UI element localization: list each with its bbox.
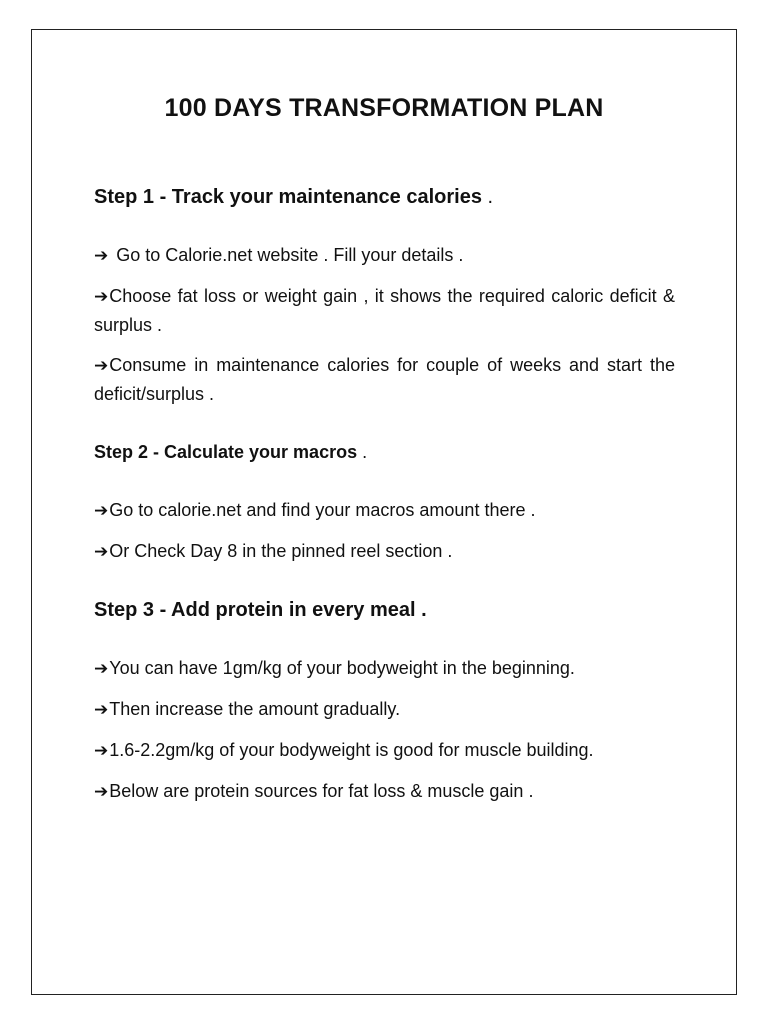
list-item bbox=[94, 695, 675, 724]
bullet-text: Go to Calorie.net website . Fill your details . bbox=[116, 245, 464, 265]
list-item bbox=[94, 241, 675, 270]
list-item bbox=[94, 537, 675, 566]
arrow-right-icon: ➔ bbox=[94, 246, 109, 265]
bullet-text: Or Check Day 8 in the pinned reel section . bbox=[109, 541, 453, 561]
bullet-text: Then increase the amount gradually. bbox=[109, 699, 401, 719]
step-3-heading bbox=[94, 596, 675, 624]
list-item bbox=[94, 777, 675, 806]
step-3-section bbox=[94, 596, 675, 806]
bullet-text: Below are protein sources for fat loss & muscle gain . bbox=[109, 781, 534, 801]
list-item bbox=[94, 282, 675, 339]
arrow-right-icon: ➔ bbox=[94, 542, 109, 561]
bullet-text: You can have 1gm/kg of your bodyweight in the beginning. bbox=[109, 658, 575, 678]
step-2-heading bbox=[94, 438, 675, 466]
step-1-heading-trail: . bbox=[481, 186, 494, 208]
step-2-heading-trail: . bbox=[357, 442, 368, 462]
arrow-right-icon: ➔ bbox=[94, 287, 109, 306]
step-2-section bbox=[94, 438, 675, 566]
document-page bbox=[31, 29, 737, 995]
step-1-section bbox=[94, 183, 675, 408]
arrow-right-icon: ➔ bbox=[94, 782, 109, 801]
document-body bbox=[94, 183, 675, 806]
list-item bbox=[94, 496, 675, 525]
document-title: 100 DAYS TRANSFORMATION PLAN bbox=[164, 94, 604, 122]
bullet-text: Choose fat loss or weight gain , it shows the required caloric deficit & surplus . bbox=[94, 286, 675, 335]
arrow-right-icon: ➔ bbox=[94, 700, 109, 719]
bullet-text: Go to calorie.net and find your macros amount there . bbox=[109, 500, 536, 520]
step-2-heading-text: Step 2 - Calculate your macros bbox=[94, 442, 358, 462]
step-1-heading-text: Step 1 - Track your maintenance calories bbox=[94, 186, 482, 208]
step-2-bullet-list bbox=[94, 496, 675, 566]
arrow-right-icon: ➔ bbox=[94, 741, 109, 760]
list-item bbox=[94, 654, 675, 683]
bullet-text: 1.6-2.2gm/kg of your bodyweight is good for muscle building. bbox=[109, 740, 594, 760]
step-1-bullet-list bbox=[94, 241, 675, 408]
step-3-heading-text: Step 3 - Add protein in every meal . bbox=[94, 599, 427, 621]
list-item bbox=[94, 351, 675, 408]
step-1-heading bbox=[94, 183, 675, 211]
arrow-right-icon: ➔ bbox=[94, 501, 109, 520]
step-3-bullet-list bbox=[94, 654, 675, 806]
arrow-right-icon: ➔ bbox=[94, 659, 109, 678]
list-item bbox=[94, 736, 675, 765]
arrow-right-icon: ➔ bbox=[94, 356, 109, 375]
bullet-text: Consume in maintenance calories for couple of weeks and start the deficit/surplus . bbox=[94, 355, 675, 404]
